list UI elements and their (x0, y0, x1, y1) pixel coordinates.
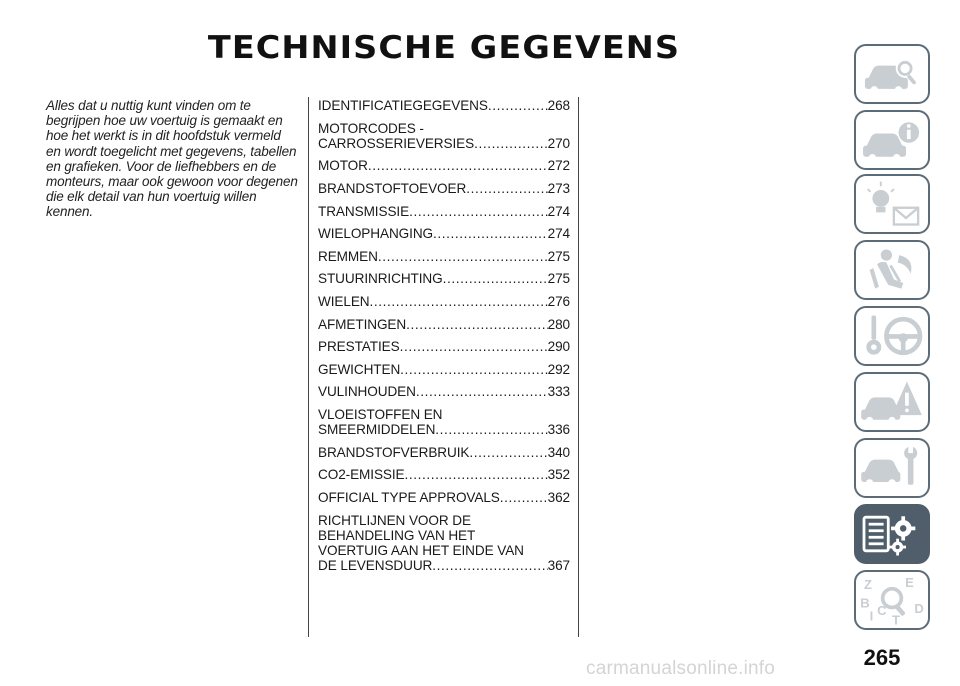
tab-start-drive[interactable] (854, 306, 930, 366)
seat-airbag-icon (856, 242, 928, 298)
toc-entry-line: VOERTUIG AAN HET EINDE VAN (318, 542, 524, 558)
index-letter: D (914, 601, 924, 617)
toc-entry[interactable] (318, 271, 570, 286)
toc-entry[interactable] (318, 204, 570, 219)
toc-leader-dots (370, 294, 548, 309)
toc-page-number: 367 (547, 558, 570, 574)
tab-car-info[interactable] (854, 110, 930, 170)
toc-leader-dots (433, 226, 548, 241)
toc-entry[interactable] (318, 317, 570, 332)
toc-entry-label: REMMEN (318, 248, 378, 264)
table-of-contents (318, 98, 570, 581)
toc-entry[interactable] (318, 490, 570, 505)
toc-entry-label: GEWICHTEN (318, 361, 401, 377)
key-steering-wheel-icon (856, 308, 928, 364)
toc-leader-dots (466, 181, 547, 196)
tab-car-search[interactable] (854, 44, 930, 104)
chapter-intro: Alles dat u nuttig kunt vinden om te begrijpen hoe uw voertuig is gemaakt en hoe het werkt is in dit hoofdstuk vermeld en wordt toegelicht met gegevens, tabellen en grafieken. Voor de liefhebbers en de monteurs, maar ook gewoon voor degenen die elk detail van hun voertuig willen kennen. (46, 98, 298, 220)
tab-maintenance[interactable] (854, 438, 930, 498)
toc-page-number: 292 (547, 361, 570, 377)
toc-leader-dots (488, 98, 548, 113)
toc-entry-label: BRANDSTOFTOEVOER (318, 180, 467, 196)
column-divider-right (578, 97, 579, 637)
page-number: 265 (863, 645, 901, 670)
toc-entry-line: RICHTLIJNEN VOOR DE (318, 512, 471, 528)
index-letter: T (892, 612, 900, 628)
warning-light-envelope-icon (856, 176, 928, 232)
tab-safety[interactable] (854, 240, 930, 300)
tab-warning-lights[interactable] (854, 174, 930, 234)
toc-page-number: 333 (547, 384, 570, 400)
toc-entry-label: STUURINRICHTING (318, 271, 443, 287)
toc-entry[interactable] (318, 226, 570, 241)
tab-emergency[interactable] (854, 372, 930, 432)
toc-page-number: 274 (547, 226, 570, 242)
toc-page-number: 352 (547, 467, 570, 483)
toc-leader-dots (368, 158, 548, 173)
alphabet-search-icon (856, 572, 928, 628)
toc-page-number: 268 (547, 98, 570, 113)
toc-entry-label: VULINHOUDEN (318, 384, 416, 400)
toc-entry[interactable] (318, 158, 570, 173)
toc-page-number: 276 (547, 293, 570, 309)
toc-leader-dots (432, 558, 547, 573)
toc-page-number: 274 (547, 203, 570, 219)
toc-entry-label: SMEERMIDDELEN (318, 422, 436, 438)
toc-page-number: 280 (547, 316, 570, 332)
toc-page-number: 273 (547, 180, 570, 196)
toc-entry[interactable] (318, 121, 570, 151)
toc-leader-dots (435, 422, 547, 437)
toc-leader-dots (469, 445, 547, 460)
toc-entry-label: CARROSSERIEVERSIES (318, 135, 475, 151)
car-info-icon (856, 112, 928, 168)
toc-entry-line: VLOEISTOFFEN EN (318, 406, 443, 422)
toc-page-number: 340 (547, 444, 570, 460)
toc-entry[interactable] (318, 513, 570, 574)
toc-entry-label: OFFICIAL TYPE APPROVALS (318, 489, 500, 505)
toc-leader-dots (416, 384, 548, 399)
toc-leader-dots (406, 317, 547, 332)
index-letter: B (860, 595, 870, 611)
index-letter: I (869, 608, 874, 624)
toc-leader-dots (405, 467, 548, 482)
toc-leader-dots (474, 136, 548, 151)
toc-entry-line: BEHANDELING VAN HET (318, 527, 476, 543)
toc-entry[interactable] (318, 249, 570, 264)
toc-leader-dots (378, 249, 548, 264)
toc-entry-label: TRANSMISSIE (318, 203, 410, 219)
watermark: carmanualsonline.info (586, 658, 776, 679)
toc-page-number: 362 (547, 489, 570, 505)
toc-entry-label: MOTOR (318, 158, 368, 174)
toc-entry[interactable] (318, 467, 570, 482)
toc-entry-label: WIELOPHANGING (318, 226, 434, 242)
toc-page-number: 270 (547, 135, 570, 151)
toc-leader-dots (409, 204, 548, 219)
toc-page-number: 275 (547, 248, 570, 264)
toc-entry-label: AFMETINGEN (318, 316, 407, 332)
car-wrench-icon (856, 440, 928, 496)
tab-index[interactable] (854, 570, 930, 630)
list-gears-icon (856, 506, 928, 562)
index-letter: E (905, 574, 914, 590)
toc-entry[interactable] (318, 362, 570, 377)
toc-leader-dots (500, 490, 548, 505)
toc-entry-label: BRANDSTOFVERBRUIK (318, 444, 470, 460)
toc-page-number: 275 (547, 271, 570, 287)
column-divider-left (308, 97, 309, 637)
toc-entry-label: WIELEN (318, 293, 370, 309)
toc-entry-label: PRESTATIES (318, 339, 400, 355)
toc-entry[interactable] (318, 384, 570, 399)
toc-leader-dots (400, 339, 548, 354)
toc-entry[interactable] (318, 407, 570, 437)
tab-technical-data[interactable] (854, 504, 930, 564)
toc-entry[interactable] (318, 181, 570, 196)
toc-entry-label: IDENTIFICATIEGEGEVENS (318, 98, 488, 113)
toc-leader-dots (400, 362, 547, 377)
toc-page-number: 290 (547, 339, 570, 355)
toc-leader-dots (443, 271, 548, 286)
toc-entry[interactable] (318, 339, 570, 354)
toc-entry-label: DE LEVENSDUUR (318, 558, 433, 574)
toc-entry-label: CO2-EMISSIE (318, 467, 405, 483)
toc-entry[interactable] (318, 445, 570, 460)
toc-page-number: 272 (547, 158, 570, 174)
car-search-icon (856, 46, 928, 102)
toc-entry-line: MOTORCODES - (318, 120, 424, 136)
car-warning-triangle-icon (856, 374, 928, 430)
page-title: TECHNISCHE GEGEVENS (207, 30, 681, 66)
toc-page-number: 336 (547, 422, 570, 438)
index-letter: C (877, 602, 887, 618)
toc-entry[interactable] (318, 294, 570, 309)
toc-entry[interactable] (318, 98, 570, 113)
index-letter: Z (864, 576, 872, 592)
